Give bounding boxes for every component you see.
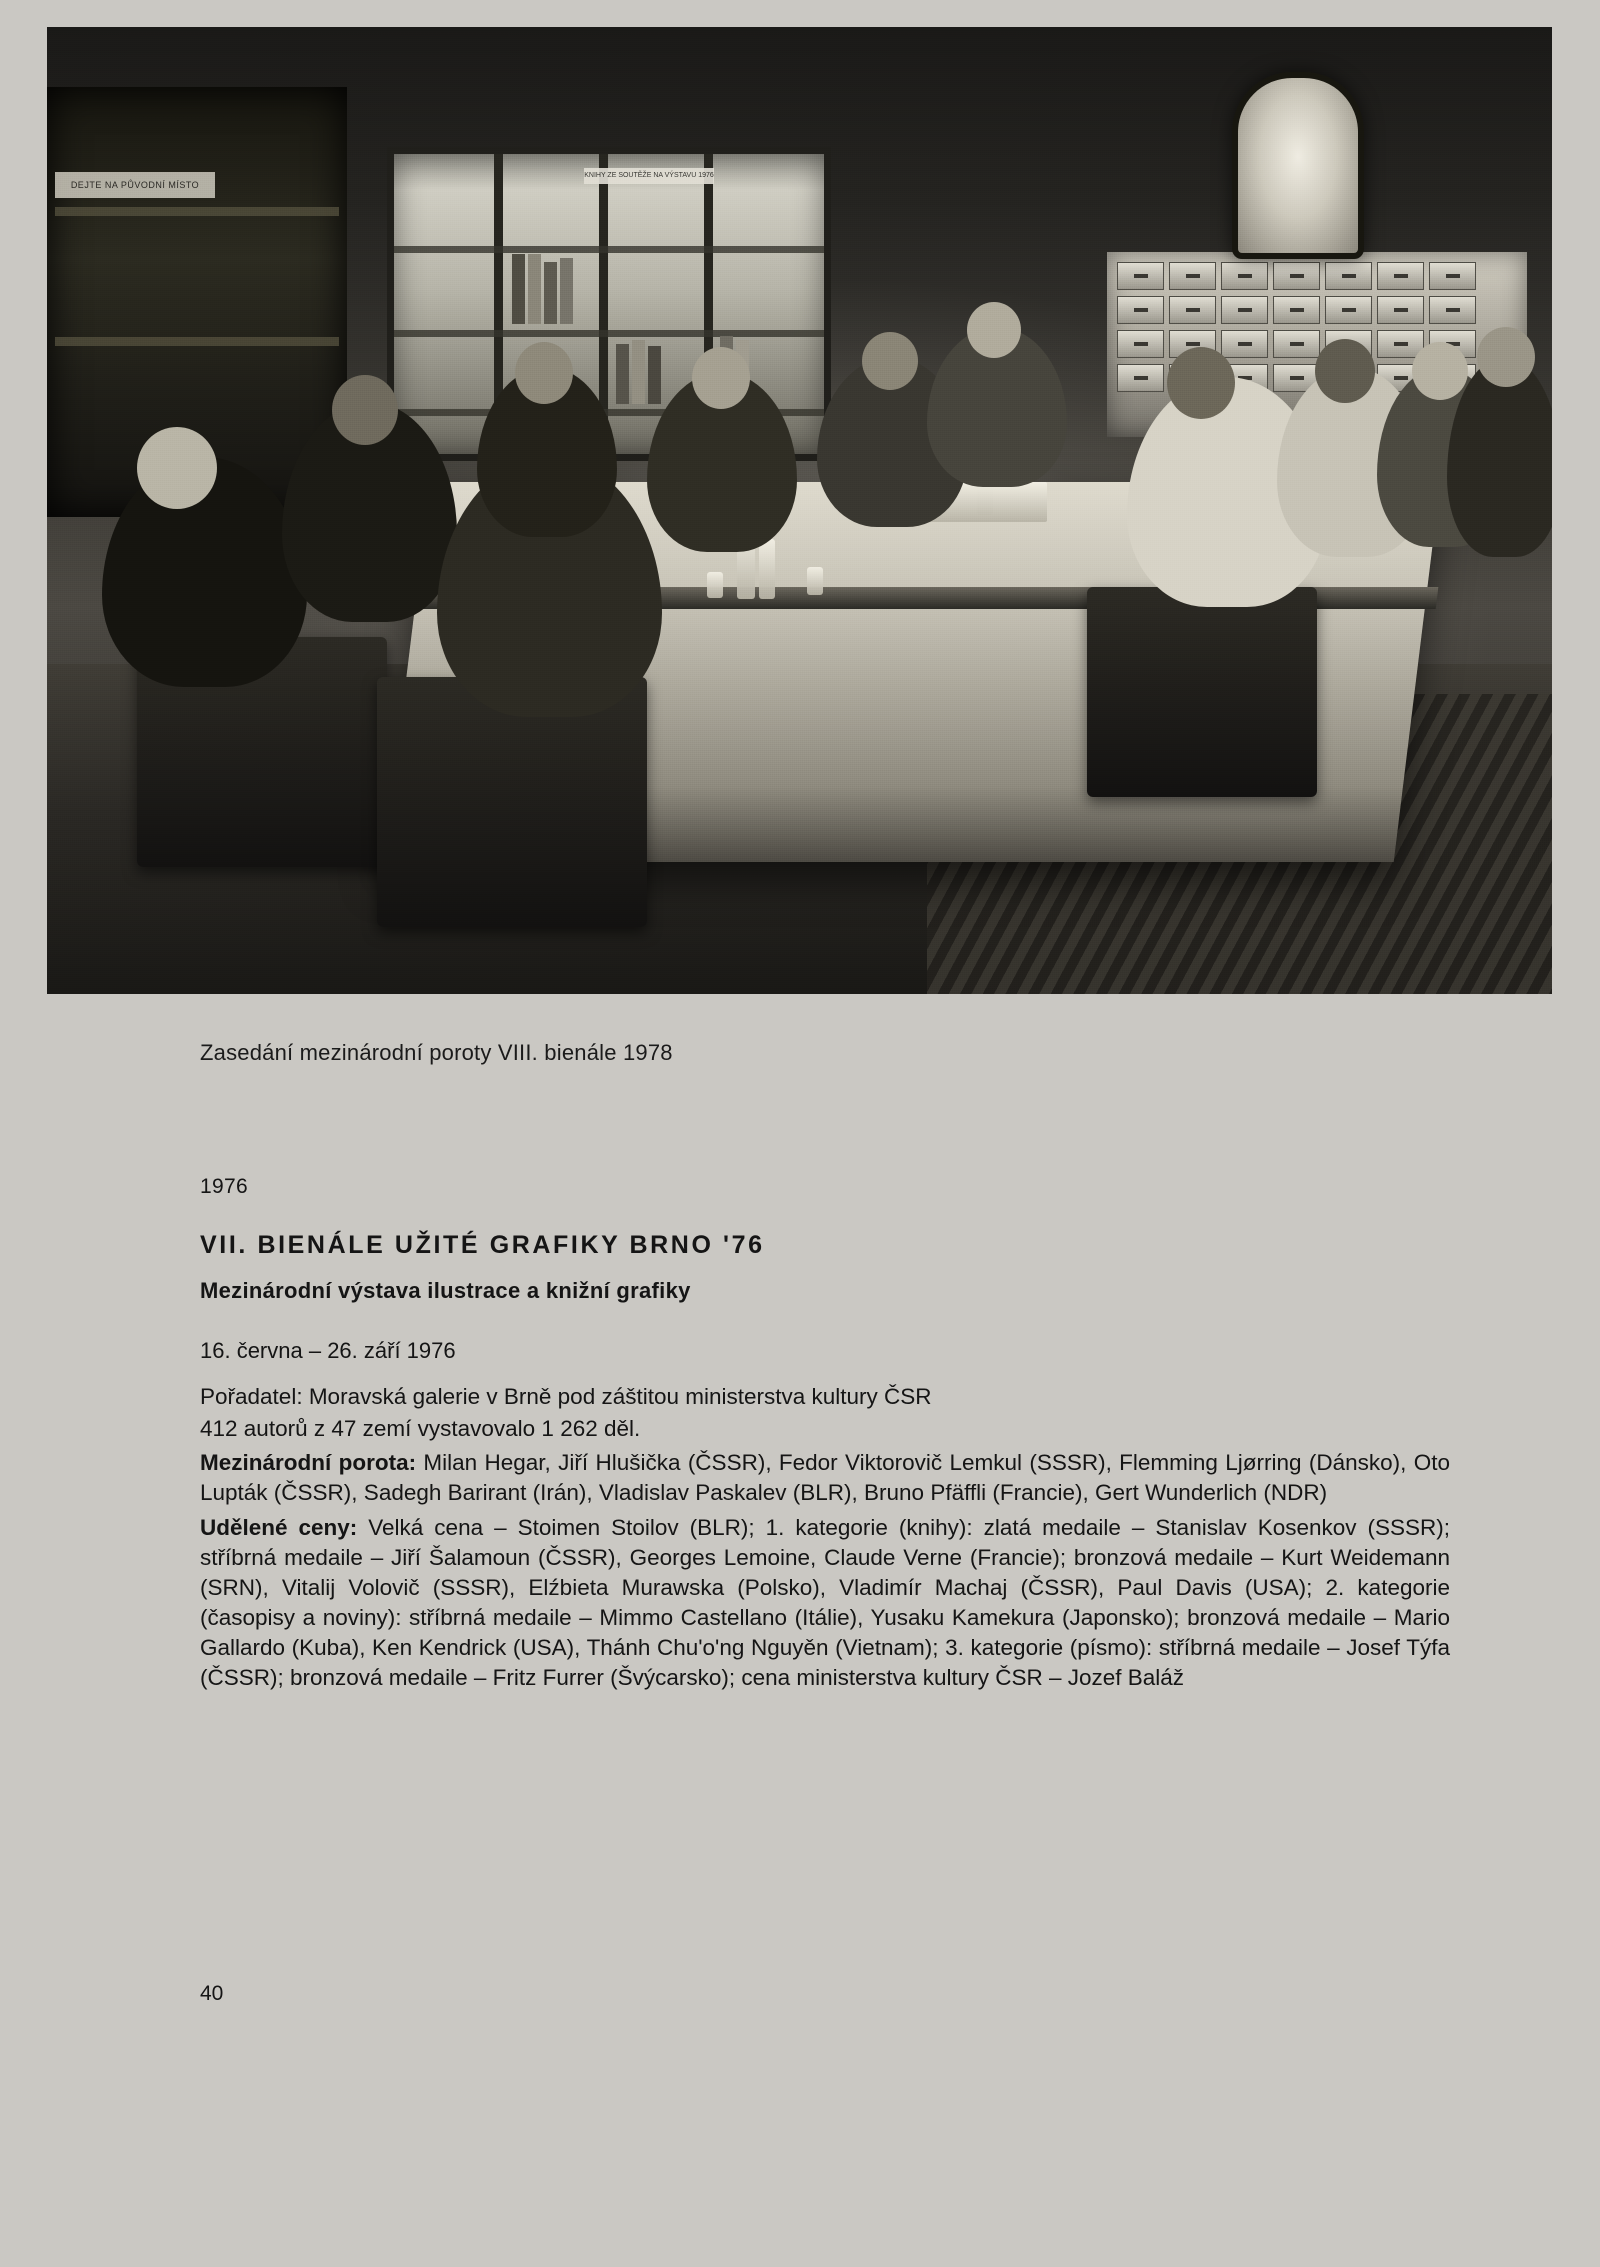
chair — [1087, 587, 1317, 797]
entry-jury-text: Milan Hegar, Jiří Hlušička (ČSSR), Fedor Viktorovič Lemkul (SSSR), Flemming Ljørring (Dánsko), Oto Lupták (ČSSR), Sadegh Barirant (Irán), Vladislav Paskalev (BLR), Bruno Pfäffli (Francie), Gert Wunderlich (NDR) — [200, 1450, 1450, 1506]
entry-organizer: Pořadatel: Moravská galerie v Brně pod záštitou ministerstva kultury ČSR — [200, 1384, 932, 1409]
entry-year: 1976 — [200, 1175, 248, 1198]
photo-base — [47, 27, 1552, 994]
entry-awards — [200, 1513, 1450, 1694]
entry-subtitle: Mezinárodní výstava ilustrace a knižní grafiky — [200, 1278, 691, 1303]
shelf-sign — [55, 172, 215, 198]
entry-jury-label: Mezinárodní porota: — [200, 1450, 417, 1476]
person-head — [137, 427, 217, 509]
person-head — [1412, 342, 1468, 400]
person-head — [692, 347, 750, 409]
glass — [807, 567, 823, 595]
entry-awards-label: Udělené ceny: — [200, 1514, 358, 1540]
cabinet-sign — [584, 168, 714, 184]
person-head — [332, 375, 398, 445]
entry-awards-text: Velká cena – Stoimen Stoilov (BLR); 1. kategorie (knihy): zlatá medaile – Stanislav Kosenkov (SSSR); stříbrná medaile – Jiří Šalamoun (ČSSR), Georges Lemoine, Claude Verne (Francie); bronzová medaile – Kurt Weidemann (SRN), Vitalij Volovič (SSSR), Elźbieta Murawska (Polsko), Vladimír Machaj (ČSSR), Paul Davis (USA); 2. kategorie (časopisy a noviny): stříbrná medaile – Mimmo Castellano (Itálie), Yusaku Kamekura (Japonsko); bronzová medaile – Mario Gallardo (Kuba), Ken Kendrick (USA), Thánh Chu'o'ng Nguyěn (Vietnam); 3. kategorie (písmo): stříbrná medaile – Josef Týfa (ČSSR); bronzová medaile – Fritz Furrer (Švýcarsko); cena ministerstva kultury ČSR – Jozef Baláž — [200, 1514, 1450, 1691]
person-head — [515, 342, 573, 404]
ornate-frame — [1232, 72, 1364, 259]
bottle — [759, 539, 775, 599]
glass — [707, 572, 723, 598]
cabinet-sign-label: KNIHY ZE SOUTĚŽE NA VÝSTAVU 1976 — [584, 172, 714, 179]
entry-text-block — [200, 1175, 1450, 1697]
entry-dates: 16. června – 26. září 1976 — [200, 1338, 456, 1363]
photo-caption: Zasedání mezinárodní poroty VIII. bienále 1978 — [200, 1040, 673, 1065]
entry-jury — [200, 1448, 1450, 1508]
person-head — [862, 332, 918, 390]
jury-meeting-photograph — [47, 27, 1552, 994]
person-head — [1477, 327, 1535, 387]
page-number: 40 — [200, 1982, 224, 2005]
shelf-sign-label: DEJTE NA PŮVODNÍ MÍSTO — [70, 180, 200, 190]
person-head — [967, 302, 1021, 358]
entry-stats: 412 autorů z 47 zemí vystavovalo 1 262 děl. — [200, 1416, 641, 1442]
person-head — [1167, 347, 1235, 419]
entry-title: VII. BIENÁLE UŽITÉ GRAFIKY BRNO '76 — [200, 1231, 765, 1259]
person-head — [1315, 339, 1375, 403]
